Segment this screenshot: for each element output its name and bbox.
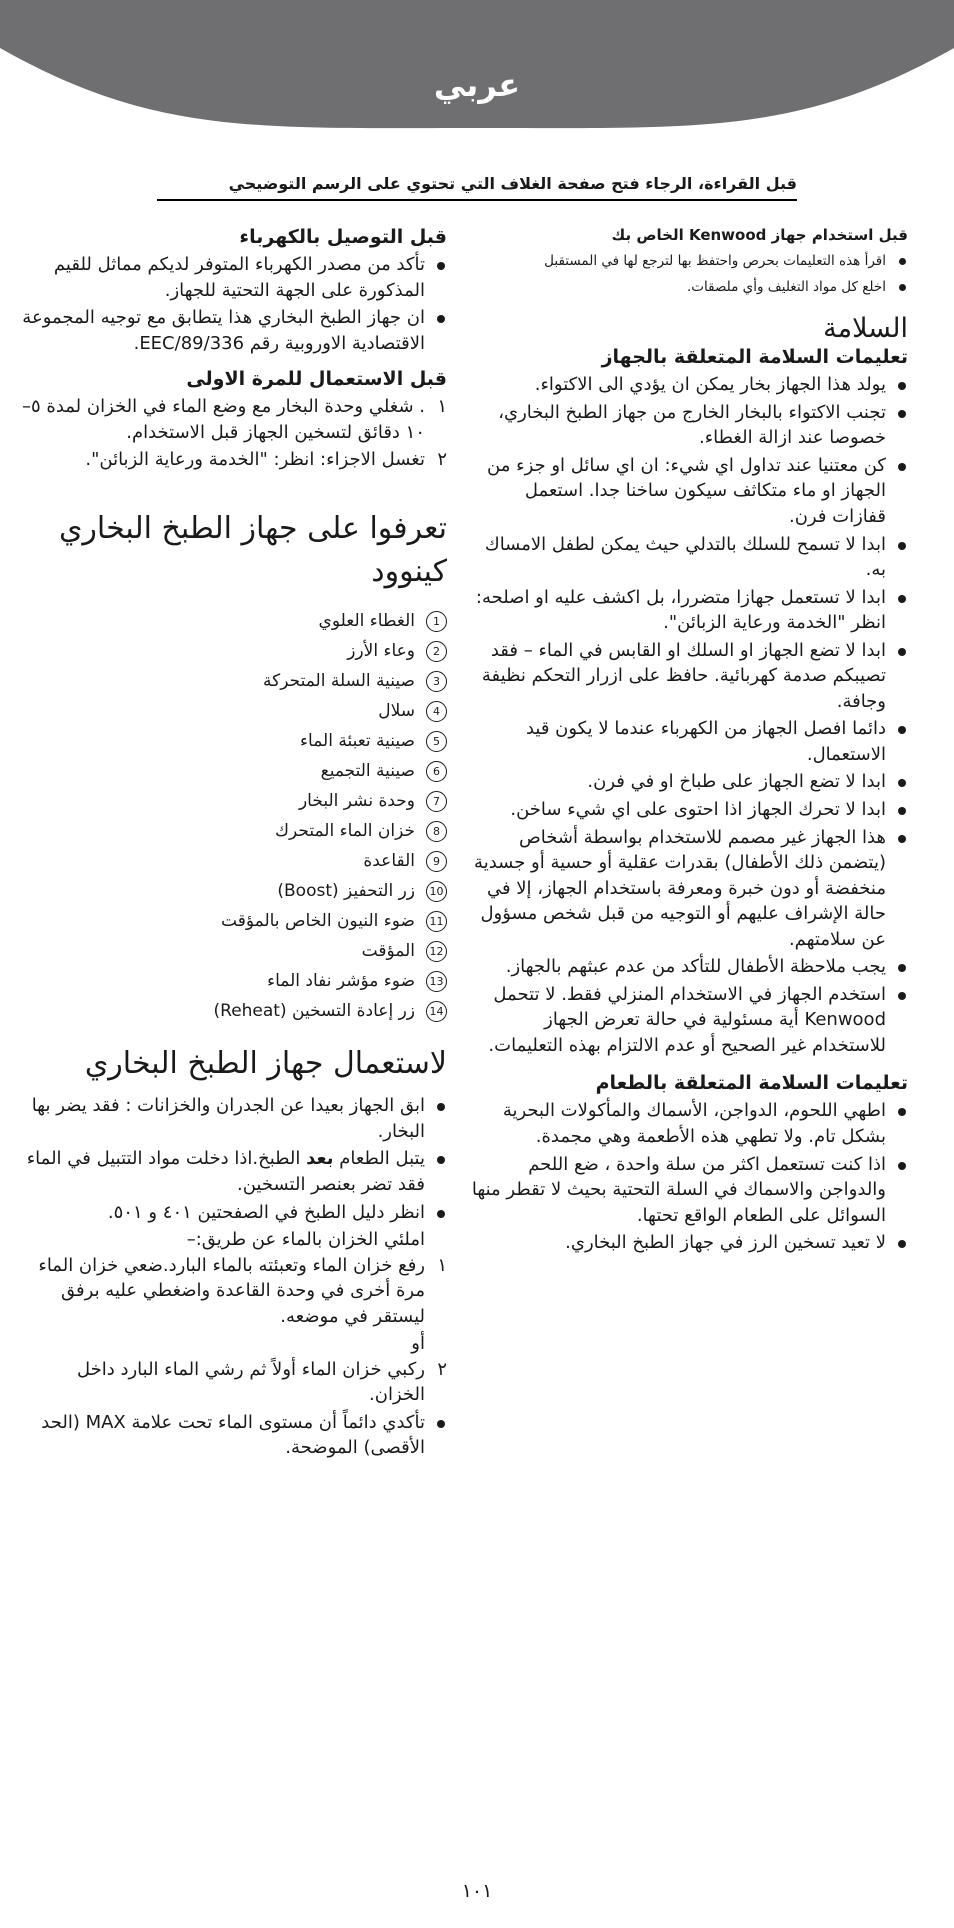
first-use-heading: قبل الاستعمال للمرة الاولى [186,368,447,391]
part-number-badge: 11 [426,911,447,932]
part-number-badge: 4 [426,701,447,722]
list-item: يتبل الطعام بعد الطبخ.اذا دخلت مواد التتبيل في الماء فقد تضر بعنصر التسخين. [17,1146,447,1197]
part-item: 4 سلال [17,696,447,726]
fill-tank-intro: املئي الخزان بالماء عن طريق:– [186,1229,425,1251]
header-banner [0,0,954,130]
part-item: 9 القاعدة [17,846,447,876]
page-language-title: عربي [433,66,521,104]
step-number: ٢ [437,449,447,471]
list-item: هذا الجهاز غير مصمم للاستخدام بواسطة أشخاص (يتضمن ذلك الأطفال) بقدرات عقلية أو حسية أو جسدية منخفضة أو دون خبرة ومعرفة باستخدام الجهاز، إلا في حالة الإشراف عليهم أو التوجيه من قبل شخص مسؤول عن سلامتهم. [468,825,908,953]
list-item: تجنب الاكتواء بالبخار الخارج من جهاز الطبخ البخاري، خصوصا عند ازالة الغطاء. [468,400,908,451]
list-item: كن معتنيا عند تداول اي شيء: ان اي سائل او جزء من الجهاز او ماء متكاثف سيكون ساخنا جدا. استعمل قفازات فرن. [468,453,908,530]
list-item: يولد هذا الجهاز بخار يمكن ان يؤدي الى الاكتواء. [468,372,908,398]
part-item: 3 صينية السلة المتحركة [17,666,447,696]
bullet-icon [898,1240,906,1248]
step-number: ٢ [437,1358,447,1380]
part-number-badge: 14 [426,1001,447,1022]
part-item: 2 وعاء الأرز [17,636,447,666]
or-separator: أو [411,1333,425,1355]
bullet-icon [898,382,906,390]
list-item: يجب ملاحظة الأطفال للتأكد من عدم عبثهم بالجهاز. [468,954,908,980]
step-number: ١ [437,396,447,418]
list-item: ان جهاز الطبخ البخاري هذا يتطابق مع توجيه المجموعة الاقتصادية الاوروبية رقم 89/336/EEC. [17,305,447,356]
bullet-icon [898,648,906,656]
appliance-safety-heading: تعليمات السلامة المتعلقة بالجهاز [601,346,908,369]
part-item: 14 زر إعادة التسخين (Reheat) [17,996,447,1026]
bullet-icon [898,835,906,843]
part-number-badge: 7 [426,791,447,812]
bullet-icon [898,1162,906,1170]
list-item: اخلع كل مواد التغليف وأي ملصقات. [468,276,908,300]
part-item: 13 ضوء مؤشر نفاد الماء [17,966,447,996]
part-item: 8 خزان الماء المتحرك [17,816,447,846]
bullet-icon [898,542,906,550]
bullet-icon [898,595,906,603]
before-use-heading: قبل استخدام جهاز Kenwood الخاص بك [611,226,908,244]
bullet-icon [898,410,906,418]
part-item: 10 زر التحفيز (Boost) [17,876,447,906]
part-number-badge: 9 [426,851,447,872]
bullet-icon [437,1420,445,1428]
bullet-icon [899,284,906,291]
bullet-icon [898,807,906,815]
bullet-icon [898,964,906,972]
page-number: ١٠١ [461,1880,493,1902]
bullet-icon [898,779,906,787]
list-item: ابدا لا تحرك الجهاز اذا احتوى على اي شيء ساخن. [468,797,908,823]
know-your-steamer-heading: تعرفوا على جهاز الطبخ البخاري كينوود [58,510,447,590]
parts-list [17,606,447,1026]
bullet-icon [437,315,445,323]
fill-steps-list-2 [17,1357,447,1408]
bullet-icon [898,463,906,471]
part-number-badge: 6 [426,761,447,782]
right-column [468,226,908,1258]
before-use-list [468,250,908,299]
part-item: 5 صينية تعبئة الماء [17,726,447,756]
list-item: تأكدي دائماً أن مستوى الماء تحت علامة MAX (الحد الأقصى) الموضحة. [17,1410,447,1461]
part-number-badge: 12 [426,941,447,962]
part-number-badge: 3 [426,671,447,692]
part-number-badge: 8 [426,821,447,842]
first-use-list [17,394,447,473]
safety-heading: السلامة [823,313,908,345]
list-item: ١ . شغلي وحدة البخار مع وضع الماء في الخزان لمدة ٥–١٠ دقائق لتسخين الجهاز قبل الاستخدام. [22,396,447,443]
list-item: ابدا لا تسمح للسلك بالتدلي حيث يمكن لطفل الامساك به. [468,532,908,583]
list-item: استخدم الجهاز في الاستخدام المنزلي فقط. لا تتحمل Kenwood أية مسئولية في حالة تعرض الجهاز للاستخدام غير الصحيح أو عدم الالتزام بهذه التعليمات. [468,982,908,1059]
using-steamer-heading: لاستعمال جهاز الطبخ البخاري [84,1045,447,1081]
before-plugging-list [17,252,447,356]
part-number-badge: 2 [426,641,447,662]
food-safety-heading: تعليمات السلامة المتعلقة بالطعام [595,1072,908,1095]
appliance-safety-list [468,372,908,1058]
max-level-list [17,1410,447,1461]
bullet-icon [437,262,445,270]
list-item: ١ رفع خزان الماء وتعبئته بالماء البارد.ضعي خزان الماء مرة أخرى في وحدة القاعدة واضغطي عليه برفق ليستقر في موضعه. [38,1254,447,1327]
bullet-icon [437,1103,445,1111]
list-item: انظر دليل الطبخ في الصفحتين ٤٠١ و ٥٠١. [17,1200,447,1226]
list-item: اقرأ هذه التعليمات بحرص واحتفظ بها لترجع لها في المستقبل [468,250,908,274]
bullet-icon [899,258,906,265]
list-item: اذا كنت تستعمل اكثر من سلة واحدة ، ضع اللحم والدواجن والاسماك في السلة التحتية بحيث لا تقطر منها السوائل على الطعام الواقع تحتها. [468,1152,908,1229]
fill-steps-list [17,1253,447,1330]
bullet-icon [437,1156,445,1164]
bullet-icon [898,726,906,734]
emphasis-after: بعد [306,1148,334,1170]
list-item: ابدا لا تستعمل جهازا متضررا، بل اكشف عليه او اصلحه: انظر "الخدمة ورعاية الزبائن". [468,585,908,636]
part-number-badge: 10 [426,881,447,902]
bullet-icon [898,992,906,1000]
part-number-badge: 1 [426,611,447,632]
list-item: ابدا لا تضع الجهاز او السلك او القابس في الماء – فقد تصيبكم صدمة كهربائية. حافظ على ازرار التحكم نظيفة وجافة. [468,638,908,715]
using-steamer-list [17,1093,447,1225]
bullet-icon [898,1108,906,1116]
read-cover-notice: قبل القراءة، الرجاء فتح صفحة الغلاف التي تحتوي على الرسم التوضيحي [157,174,797,201]
list-item: تأكد من مصدر الكهرباء المتوفر لديكم مماثل للقيم المذكورة على الجهة التحتية للجهاز. [17,252,447,303]
list-item: ٢ تغسل الاجزاء: انظر: "الخدمة ورعاية الزبائن". [17,447,447,473]
food-safety-list [468,1098,908,1255]
list-item: اطهي اللحوم، الدواجن، الأسماك والمأكولات البحرية بشكل تام. ولا تطهي هذه الأطعمة وهي مجمدة. [468,1098,908,1149]
part-item: 11 ضوء النيون الخاص بالمؤقت [17,906,447,936]
bullet-icon [437,1210,445,1218]
part-item: 7 وحدة نشر البخار [17,786,447,816]
list-item: ٢ ركبي خزان الماء أولاً ثم رشي الماء البارد داخل الخزان. [76,1358,447,1406]
list-item: لا تعيد تسخين الرز في جهاز الطبخ البخاري. [468,1230,908,1256]
before-plugging-heading: قبل التوصيل بالكهرباء [239,226,447,248]
part-item: 6 صينية التجميع [17,756,447,786]
part-item: 1 الغطاء العلوي [17,606,447,636]
list-item: ابدا لا تضع الجهاز على طباخ او في فرن. [468,769,908,795]
list-item: دائما افصل الجهاز من الكهرباء عندما لا يكون قيد الاستعمال. [468,716,908,767]
left-column [17,226,447,1463]
step-number: ١ [437,1254,447,1276]
part-number-badge: 5 [426,731,447,752]
list-item: ابق الجهاز بعيدا عن الجدران والخزانات : فقد يضر بها البخار. [17,1093,447,1144]
part-item: 12 المؤقت [17,936,447,966]
part-number-badge: 13 [426,971,447,992]
